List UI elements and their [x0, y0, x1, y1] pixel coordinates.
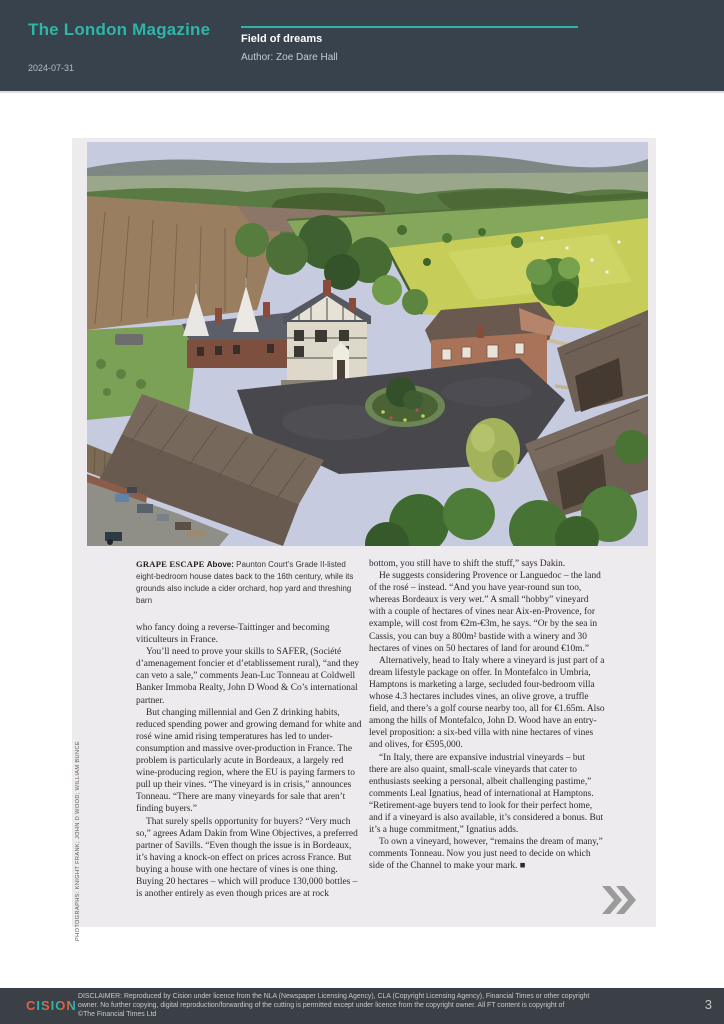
paragraph: “In Italy, there are expansive industrial vineyards – but there are also quaint, small-scale vineyards that cater to enthusiasts seeking a personal, albeit challenging pastime,” comments Leal Ignatius, head of international at Hamptons. “Retirement-age buyers tend to look for their perfect home, and if a vineyard is also available, it’s considered a bonus. But it’s a huge commitment,” Ignatius adds. — [369, 752, 604, 836]
page-number: 3 — [704, 997, 712, 1012]
caption-text: Paunton Court’s Grade II-listed eight-bedroom house dates back to the 16th century, while its grounds also include a cider orchard, hop yard and threshing barn — [136, 560, 354, 605]
publication-date: 2024-07-31 — [28, 63, 75, 73]
paragraph: But changing millennial and Gen Z drinking habits, reduced spending power and growing demand for white and rosé wine amid rising temperatures has led to under-consumption and massive over-production in France. The problem is particularly acute in Bordeaux, a largely red wine-producing region, where the EU is paying farmers to pull up their vines. “The vineyard is in crisis,” announces Tonneau. “There are many vineyards for sale that aren’t finding buyers.” — [136, 707, 362, 815]
paragraph: You’ll need to prove your skills to SAFER, (Société d’amenagement foncier et d’etablissement rural), “and they can veto a sale,” comments Jean-Luc Tonneau at Coldwell Banker Immoba Realty, John D Wood & Co’s international partner. — [136, 647, 360, 706]
article-column-right — [369, 558, 605, 872]
aerial-photo — [87, 142, 648, 546]
photographer-credit: PHOTOGRAPHS: KNIGHT FRANK; JOHN D WOOD; WILLIAM BUNCE — [75, 740, 81, 941]
clipping-header-bar — [0, 0, 724, 91]
teal-divider-rule — [241, 26, 578, 28]
main-house — [281, 280, 373, 388]
scanned-clipping-page — [72, 138, 656, 941]
cision-footer-bar — [0, 988, 724, 1024]
publication-name: The London Magazine — [28, 20, 211, 39]
article-column-left — [136, 622, 364, 900]
caption-label: Above: — [206, 560, 234, 569]
paragraph: To own a vineyard, however, “remains the dream of many,” comments Tonneau. Now you just need to decide on which side of the Channel to make your mark. ■ — [369, 837, 603, 872]
paragraph: who fancy doing a reverse-Taittinger and becoming viticulteurs in France. — [136, 623, 330, 646]
paragraph: That surely spells opportunity for buyers? “Very much so,” agrees Adam Dakin from Wine Objectives, a preferred partner of Savills. “Even though the issue is in Bordeaux, it’s having a knock-on effect on prices across France. But buying a house with one hectare of vines is one thing. Buying 20 hectares – which will produce 130,000 bottles – is another entirely as even though prices are at rock — [136, 816, 358, 900]
article-author: Author: Zoe Dare Hall — [241, 52, 338, 63]
next-page-chevrons-icon — [600, 886, 636, 919]
aerial-photo-illustration — [87, 142, 648, 546]
disclaimer-line: owner. No further copying, digital reproduction/forwarding of the cutting is permitted except under licence from the copyright owner. All FT content is copyright of — [78, 1001, 565, 1009]
disclaimer-line: DISCLAIMER: Reproduced by Cision under licence from the NLA (Newspaper Licensing Agency), CLA (Copyright Licensing Agency), Financial Times or other copyright — [78, 993, 590, 1000]
article-title: Field of dreams — [241, 33, 323, 45]
paragraph: Alternatively, head to Italy where a vineyard is just part of a dream lifestyle package on offer. In Montefalco in Umbria, Hamptons is marketing a large, secluded four-bedroom villa whose 4.3 hectares includes vines, an olive grove, a truffle field, and there’s a golf course nearby too, all for €1.65m. Also among the hills of Montefalco, John D. Wood have an entry-level proposition: a six-bed villa with nine hectares of vines and olives, for €595,000. — [369, 655, 605, 751]
disclaimer-text — [78, 993, 680, 1019]
paragraph: He suggests considering Provence or Languedoc – the land of the rosé – instead. “And you have year-round sun too, whereas Bordeaux is very wet.” A small “hobby” vineyard with a couple of hectares of vines near Aix-en-Provence, for example, will cost from €2m-€3m, he says. “Or by the sea in Cassis, you can buy a 800m² bastide with a winery and 30 hectares of vines on 50 hectares of land for around €10m.” — [369, 571, 601, 654]
willow-tree — [466, 418, 520, 482]
paragraph: bottom, you still have to shift the stuff,” says Dakin. — [369, 559, 566, 569]
photo-caption — [136, 558, 364, 607]
caption-lead: GRAPE ESCAPE — [136, 559, 205, 569]
cision-logo: CISION — [26, 998, 77, 1013]
disclaimer-line: ©The Financial Times Ltd — [78, 1010, 157, 1018]
